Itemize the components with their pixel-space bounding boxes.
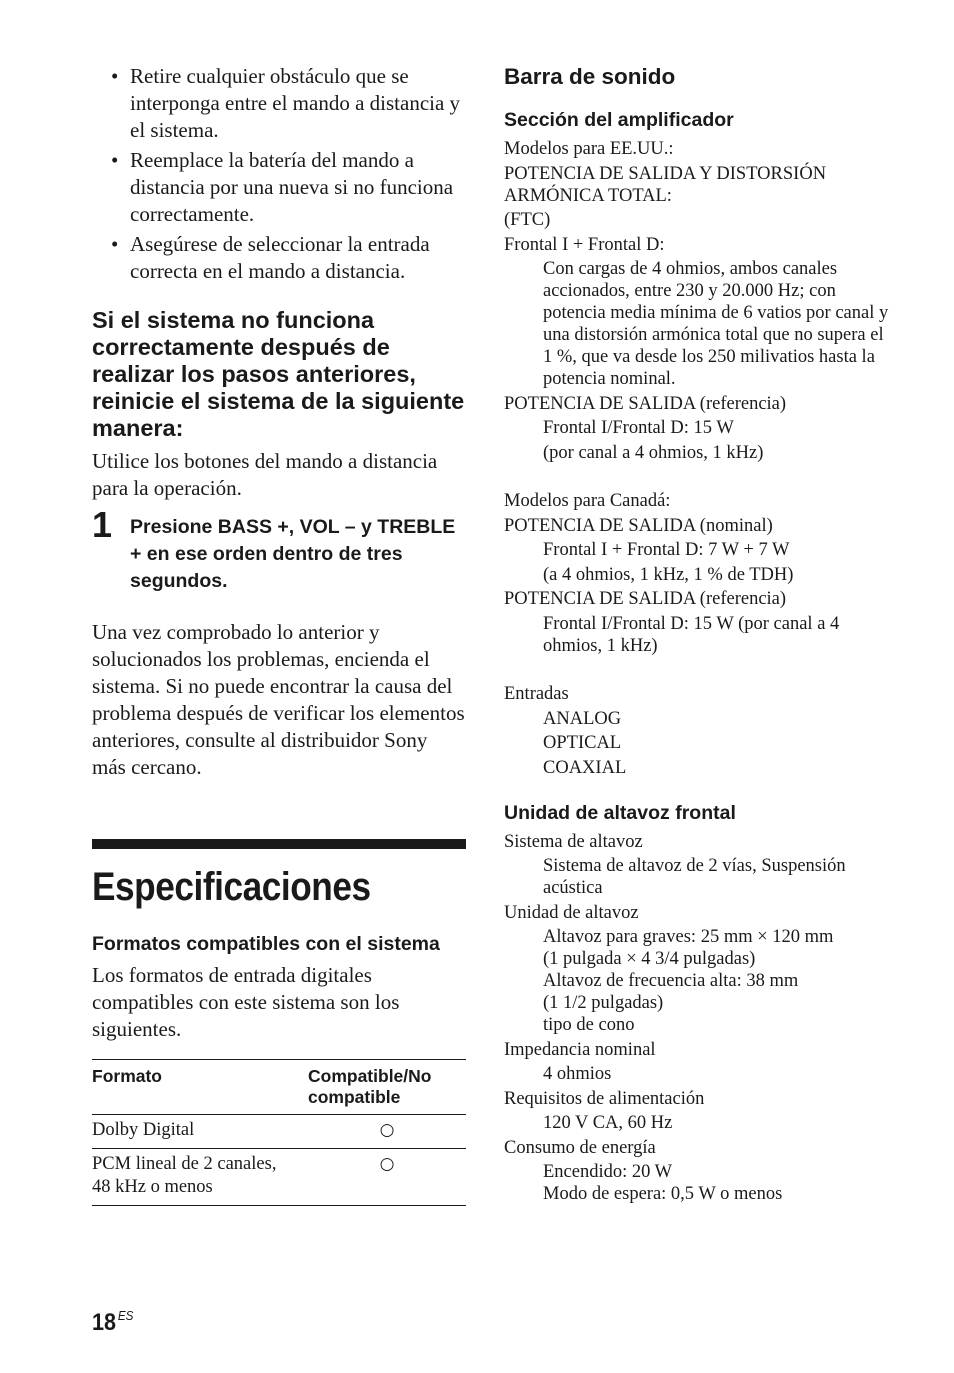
- bullet-item: • Reemplace la batería del mando a distancia por una nueva si no funciona correctamente.: [111, 147, 466, 228]
- canada-reference-value: Frontal I/Frontal D: 15 W (por canal a 4 ohmios, 1 kHz): [543, 613, 840, 656]
- column-header-format: Formato: [92, 1060, 308, 1115]
- spacer: [504, 659, 894, 683]
- reset-heading: Si el sistema no funciona correctamente después de realizar los pasos anteriores, reinicie el sistema de la siguiente manera:: [92, 307, 465, 441]
- soundbar-heading: Barra de sonido: [504, 64, 676, 89]
- formats-heading: Formatos compatibles con el sistema: [92, 933, 440, 955]
- speaker-system-value: Sistema de altavoz de 2 vías, Suspensión acústica: [543, 856, 846, 898]
- page-language-suffix: ES: [117, 1308, 134, 1323]
- after-step-paragraph: Una vez comprobado lo anterior y solucionados los problemas, encienda el sistema. Si no puede encontrar la causa del problema después de verificar los elementos anteriores, consulte al distribuidor Sony más cercano.: [92, 620, 465, 779]
- formats-table: [92, 1059, 466, 1206]
- canada-models-label: Modelos para Canadá:: [504, 491, 671, 511]
- consumption-standby: Modo de espera: 0,5 W o menos: [543, 1184, 783, 1204]
- speaker-unit-value: tipo de cono: [543, 1015, 635, 1035]
- ftc-label: (FTC): [504, 210, 551, 230]
- table-row: [92, 1115, 466, 1149]
- spacer: [504, 466, 894, 490]
- speaker-unit-value: Altavoz de frecuencia alta: 38 mm: [543, 971, 799, 991]
- input-item: COAXIAL: [543, 757, 627, 778]
- input-item: ANALOG: [543, 708, 622, 729]
- input-item: OPTICAL: [543, 733, 622, 753]
- right-column: [504, 63, 894, 1208]
- impedance-label: Impedancia nominal: [504, 1039, 656, 1060]
- speaker-unit-value: (1 1/2 pulgadas): [543, 993, 664, 1013]
- format-cell: Dolby Digital: [92, 1115, 308, 1149]
- speaker-unit-value: (1 pulgada × 4 3/4 pulgadas): [543, 949, 756, 969]
- compatible-mark: ○: [308, 1149, 466, 1206]
- step-text: Presione BASS +, VOL – y TREBLE + en ese orden dentro de tres segundos.: [130, 516, 456, 592]
- power-requirements-label: Requisitos de alimentación: [504, 1088, 705, 1109]
- canada-nominal-note: (a 4 ohmios, 1 kHz, 1 % de TDH): [543, 564, 794, 585]
- reset-intro: Utilice los botones del mando a distancia para la operación.: [92, 449, 438, 500]
- us-reference-note: (por canal a 4 ohmios, 1 kHz): [543, 442, 764, 463]
- bullet-item: • Retire cualquier obstáculo que se interponga entre el mando a distancia y el sistema.: [111, 63, 466, 144]
- section-divider: [92, 839, 466, 849]
- page-title: Especificaciones: [92, 865, 371, 909]
- left-column: [92, 63, 466, 1206]
- compatible-mark: ○: [308, 1115, 466, 1149]
- consumption-label: Consumo de energía: [504, 1137, 656, 1158]
- speaker-heading: Unidad de altavoz frontal: [504, 801, 736, 824]
- impedance-value: 4 ohmios: [543, 1064, 612, 1084]
- speaker-specs: [504, 831, 894, 1206]
- table-row: [92, 1149, 466, 1206]
- column-header-compatible: Compatible/No compatible: [308, 1060, 466, 1115]
- speaker-unit-label: Unidad de altavoz: [504, 902, 639, 923]
- page-number: [92, 1308, 133, 1337]
- step-number: 1: [92, 504, 113, 545]
- troubleshooting-bullet-list: [111, 63, 466, 285]
- page-number-value: 18: [92, 1309, 117, 1336]
- us-power-total-label: POTENCIA DE SALIDA Y DISTORSIÓN ARMÓNICA TOTAL:: [504, 163, 827, 206]
- us-reference-value: Frontal I/Frontal D: 15 W: [543, 418, 734, 438]
- formats-intro: Los formatos de entrada digitales compatibles con este sistema son los siguientes.: [92, 963, 400, 1041]
- power-requirements-value: 120 V CA, 60 Hz: [543, 1113, 673, 1133]
- speaker-system-label: Sistema de altavoz: [504, 831, 643, 852]
- us-reference-label: POTENCIA DE SALIDA (referencia): [504, 393, 787, 414]
- us-models-label: Modelos para EE.UU.:: [504, 139, 674, 159]
- consumption-on: Encendido: 20 W: [543, 1162, 673, 1182]
- canada-nominal-value: Frontal I + Frontal D: 7 W + 7 W: [543, 540, 790, 560]
- table-header-row: [92, 1060, 466, 1115]
- canada-nominal-label: POTENCIA DE SALIDA (nominal): [504, 515, 773, 536]
- amplifier-specs: [504, 138, 894, 779]
- format-cell: PCM lineal de 2 canales, 48 kHz o menos: [92, 1149, 308, 1206]
- speaker-unit-value: Altavoz para graves: 25 mm × 120 mm: [543, 927, 834, 947]
- canada-reference-label: POTENCIA DE SALIDA (referencia): [504, 589, 787, 609]
- amplifier-heading: Sección del amplificador: [504, 109, 734, 131]
- inputs-label: Entradas: [504, 684, 569, 704]
- front-label: Frontal I + Frontal D:: [504, 234, 665, 255]
- bullet-item: • Asegúrese de seleccionar la entrada correcta en el mando a distancia.: [111, 231, 466, 285]
- reset-step: [92, 504, 466, 595]
- front-description: Con cargas de 4 ohmios, ambos canales accionados, entre 230 y 20.000 Hz; con potencia media mínima de 6 vatios por canal y una distorsión armónica total que no supera el 1 %, que va desde los 250 milivatios hasta la potencia nominal.: [543, 259, 889, 389]
